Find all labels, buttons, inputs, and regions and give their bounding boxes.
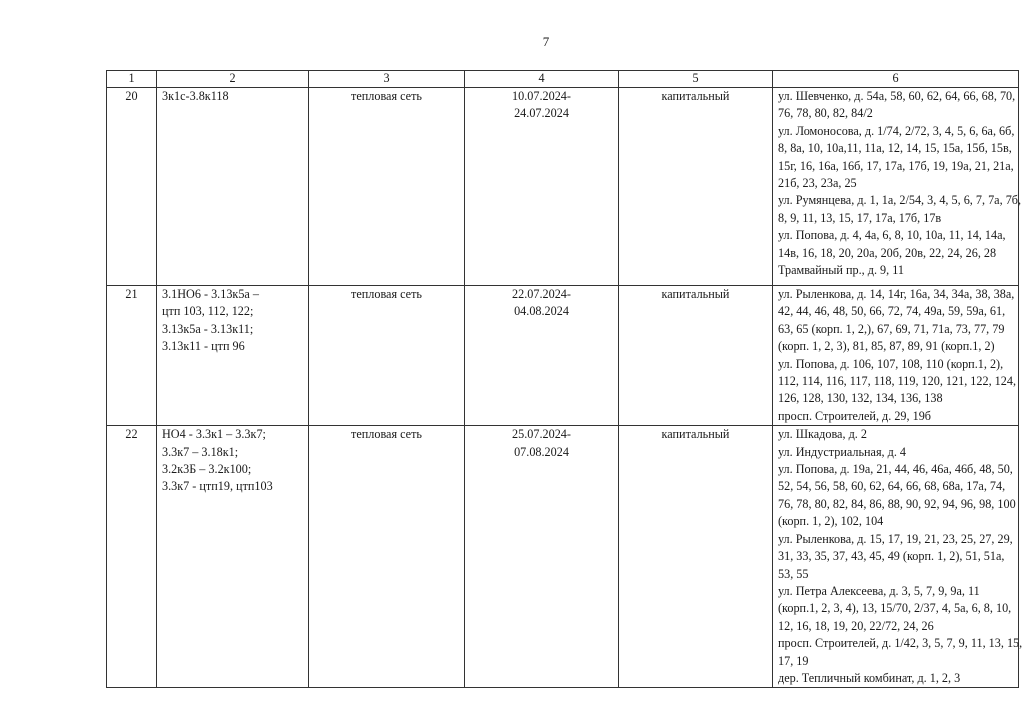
address-line: 15г, 16, 16а, 16б, 17, 17а, 17б, 19, 19а, 21, 21а, — [778, 158, 1014, 173]
address-line: просп. Строителей, д. 29, 19б — [778, 408, 931, 423]
address-line: 17, 19 — [778, 653, 809, 668]
address-line: ул. Рыленкова, д. 14, 14г, 16а, 34, 34а, 38, 38а, — [778, 287, 1015, 301]
address-line: ул. Румянцева, д. 1, 1а, 2/54, 3, 4, 5, 6, 7, 7а, 7б, — [778, 193, 1022, 208]
section-line: 3.13к11 - цтп 96 — [162, 339, 245, 354]
period-end: 04.08.2024 — [514, 304, 569, 319]
header-row — [107, 71, 1019, 88]
section-line: цтп 103, 112, 122; — [162, 304, 254, 319]
header-col-2: 2 — [157, 71, 309, 88]
section-line: 3.2к3Б – 3.2к100; — [162, 462, 252, 477]
network-section — [157, 286, 309, 426]
address-line: (корп.1, 2, 3, 4), 13, 15/70, 2/37, 4, 5а, 6, 8, 10, — [778, 601, 1012, 616]
address-line: 76, 78, 80, 82, 84/2 — [778, 106, 873, 121]
address-line: 76, 78, 80, 82, 84, 86, 88, 90, 92, 94, 96, 98, 100 — [778, 496, 1016, 511]
address-line: дер. Тепличный комбинат, д. 1, 2, 3 — [778, 670, 961, 685]
section-line: НО4 - 3.3к1 – 3.3к7; — [162, 427, 266, 442]
network-type: тепловая сеть — [309, 426, 465, 688]
row-number: 20 — [107, 88, 157, 286]
address-line: ул. Попова, д. 106, 107, 108, 110 (корп.1, 2), — [778, 356, 1004, 371]
address-line: 52, 54, 56, 58, 60, 62, 64, 66, 68, 68а, 17а, 74, — [778, 479, 1006, 494]
address-line: 53, 55 — [778, 566, 809, 581]
address-line: 31, 33, 35, 37, 43, 45, 49 (корп. 1, 2), 51, 51а, — [778, 549, 1005, 564]
header-col-4: 4 — [465, 71, 619, 88]
address-line: ул. Шкадова, д. 2 — [778, 427, 867, 442]
header-col-3: 3 — [309, 71, 465, 88]
repair-period — [465, 426, 619, 688]
address-line: 8, 9, 11, 13, 15, 17, 17а, 17б, 17в — [778, 210, 942, 225]
section-line: 3.3к7 – 3.18к1; — [162, 444, 239, 459]
network-type: тепловая сеть — [309, 286, 465, 426]
address-line: 12, 16, 18, 19, 20, 22/72, 24, 26 — [778, 618, 934, 633]
network-section — [157, 88, 309, 286]
address-line: просп. Строителей, д. 1/42, 3, 5, 7, 9, 11, 13, 15, — [778, 636, 1023, 651]
section-line: 3.1НО6 - 3.13к5а – — [162, 287, 259, 301]
repair-type: капитальный — [619, 286, 773, 426]
table-row — [107, 426, 1019, 688]
address-line: Трамвайный пр., д. 9, 11 — [778, 263, 904, 278]
repair-type: капитальный — [619, 88, 773, 286]
period-start: 22.07.2024- — [512, 287, 571, 301]
address-line: ул. Индустриальная, д. 4 — [778, 444, 907, 459]
period-end: 07.08.2024 — [514, 444, 569, 459]
address-line: (корп. 1, 2), 102, 104 — [778, 514, 884, 529]
address-line: 112, 114, 116, 117, 118, 119, 120, 121, 122, 124, — [778, 374, 1016, 389]
section-line: 3.13к5а - 3.13к11; — [162, 321, 254, 336]
repair-type: капитальный — [619, 426, 773, 688]
addresses — [773, 426, 1023, 688]
row-number: 22 — [107, 426, 157, 688]
address-line: 14в, 16, 18, 20, 20а, 20б, 20в, 22, 24, 26, 28 — [778, 245, 997, 260]
address-line: ул. Ломоносова, д. 1/74, 2/72, 3, 4, 5, 6, 6а, 6б, — [778, 123, 1015, 138]
network-type: тепловая сеть — [309, 88, 465, 286]
address-line: ул. Рыленкова, д. 15, 17, 19, 21, 23, 25, 27, 29, — [778, 531, 1013, 546]
table-row — [107, 286, 1019, 426]
period-start: 10.07.2024- — [512, 89, 571, 103]
addresses — [773, 88, 1022, 286]
period-start: 25.07.2024- — [512, 427, 571, 442]
row-number: 21 — [107, 286, 157, 426]
address-line: 21б, 23, 23а, 25 — [778, 176, 857, 191]
repair-schedule-table — [106, 70, 1023, 688]
address-line: 8, 8а, 10, 10а,11, 11а, 12, 14, 15, 15а, 15б, 15в, — [778, 141, 1012, 156]
header-col-6: 6 — [773, 71, 1019, 88]
address-line: ул. Попова, д. 19а, 21, 44, 46, 46а, 46б, 48, 50, — [778, 462, 1013, 477]
address-line: 126, 128, 130, 132, 134, 136, 138 — [778, 391, 943, 406]
header-col-5: 5 — [619, 71, 773, 88]
page-number: 7 — [542, 34, 550, 49]
address-line: (корп. 1, 2, 3), 81, 85, 87, 89, 91 (корп.1, 2) — [778, 339, 995, 354]
period-end: 24.07.2024 — [514, 106, 569, 121]
address-line: ул. Шевченко, д. 54а, 58, 60, 62, 64, 66, 68, 70, — [778, 89, 1016, 103]
table-row — [107, 88, 1019, 286]
repair-period — [465, 88, 619, 286]
section-line: 3к1с-3.8к118 — [162, 89, 229, 103]
repair-period — [465, 286, 619, 426]
header-col-1: 1 — [107, 71, 157, 88]
address-line: 63, 65 (корп. 1, 2,), 67, 69, 71, 71а, 73, 77, 79 — [778, 321, 1005, 336]
address-line: ул. Попова, д. 4, 4а, 6, 8, 10, 10а, 11, 14, 14а, — [778, 228, 1006, 243]
network-section — [157, 426, 309, 688]
address-line: 42, 44, 46, 48, 50, 66, 72, 74, 49а, 59, 59а, 61, — [778, 304, 1006, 319]
addresses — [773, 286, 1019, 426]
address-line: ул. Петра Алексеева, д. 3, 5, 7, 9, 9а, 11 — [778, 583, 980, 598]
section-line: 3.3к7 - цтп19, цтп103 — [162, 479, 273, 494]
